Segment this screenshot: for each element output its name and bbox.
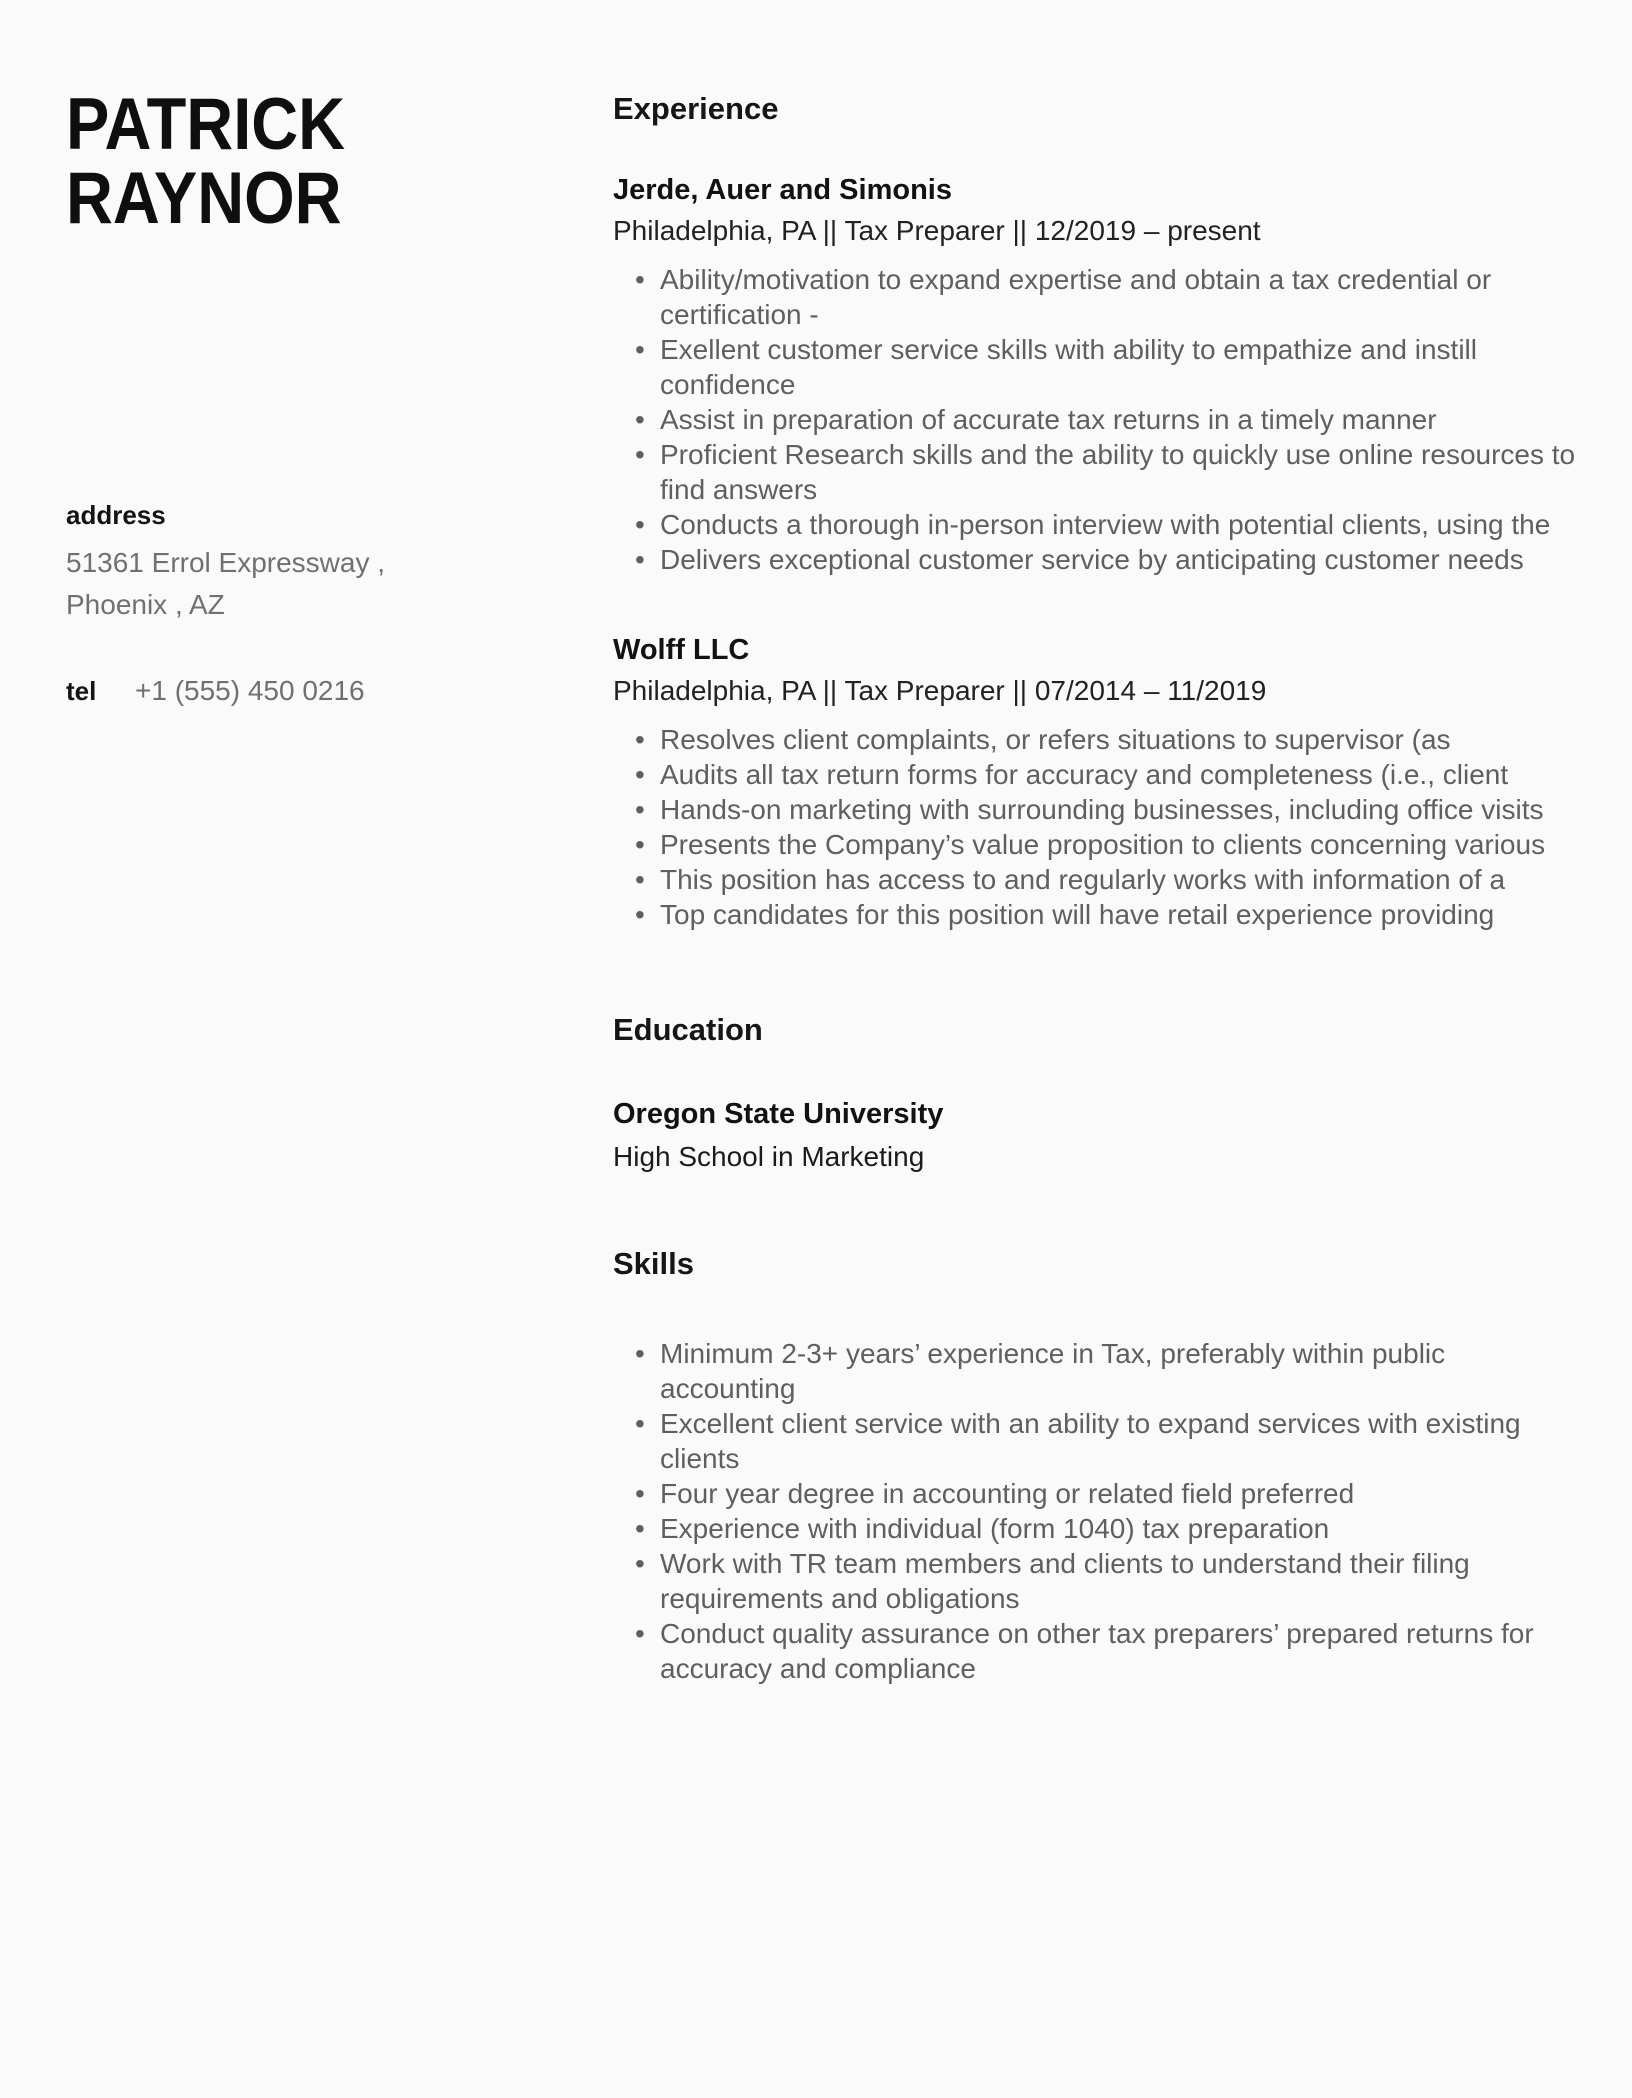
bullet-item: • Four year degree in accounting or related field preferred	[613, 1476, 1582, 1511]
skills-section-title: Skills	[613, 1246, 694, 1281]
address-block	[66, 500, 385, 626]
candidate-last-name: RAYNOR	[66, 158, 342, 239]
tel-block	[66, 676, 365, 706]
bullet-item: • Delivers exceptional customer service by anticipating customer needs	[613, 542, 1582, 577]
skills-bullets	[613, 1336, 1582, 1686]
job-entry-1	[613, 172, 1582, 577]
address-value	[66, 542, 385, 626]
bullet-item: • This position has access to and regularly works with information of a	[613, 862, 1582, 897]
job-2-bullets	[613, 722, 1582, 932]
bullet-item: • Exellent customer service skills with ability to empathize and instill confidence	[613, 332, 1582, 402]
education-degree: High School in Marketing	[613, 1141, 925, 1172]
bullet-item: • Minimum 2-3+ years’ experience in Tax, preferably within public accounting	[613, 1336, 1582, 1406]
bullet-item: • Presents the Company’s value proposition to clients concerning various	[613, 827, 1582, 862]
education-entry	[613, 1096, 943, 1174]
experience-section-title: Experience	[613, 91, 779, 126]
job-2-company: Wolff LLC	[613, 634, 750, 666]
bullet-item: • Conduct quality assurance on other tax preparers’ prepared returns for accuracy and compliance	[613, 1616, 1582, 1686]
bullet-item: • Work with TR team members and clients to understand their filing requirements and obligations	[613, 1546, 1582, 1616]
tel-value: +1 (555) 450 0216	[135, 675, 365, 706]
bullet-item: • Excellent client service with an ability to expand services with existing clients	[613, 1406, 1582, 1476]
bullet-item: • Proficient Research skills and the ability to quickly use online resources to find answers	[613, 437, 1582, 507]
bullet-item: • Resolves client complaints, or refers situations to supervisor (as	[613, 722, 1582, 757]
job-1-meta: Philadelphia, PA || Tax Preparer || 12/2019 – present	[613, 215, 1261, 246]
education-section-title: Education	[613, 1012, 763, 1047]
job-1-company: Jerde, Auer and Simonis	[613, 174, 952, 206]
skills-block	[613, 1322, 1582, 1686]
address-line-2: Phoenix , AZ	[66, 589, 225, 620]
education-school: Oregon State University	[613, 1098, 944, 1130]
address-label: address	[66, 500, 166, 530]
candidate-first-name: PATRICK	[66, 84, 346, 165]
bullet-item: • Audits all tax return forms for accuracy and completeness (i.e., client	[613, 757, 1582, 792]
job-1-bullets	[613, 262, 1582, 577]
bullet-item: • Top candidates for this position will have retail experience providing	[613, 897, 1582, 932]
job-entry-2	[613, 632, 1582, 932]
bullet-item: • Ability/motivation to expand expertise and obtain a tax credential or certification -	[613, 262, 1582, 332]
tel-label: tel	[66, 676, 97, 706]
bullet-item: • Experience with individual (form 1040) tax preparation	[613, 1511, 1582, 1546]
bullet-item: • Conducts a thorough in-person interview with potential clients, using the	[613, 507, 1582, 542]
bullet-item: • Hands-on marketing with surrounding businesses, including office visits	[613, 792, 1582, 827]
job-2-meta: Philadelphia, PA || Tax Preparer || 07/2014 – 11/2019	[613, 675, 1267, 706]
candidate-name	[66, 84, 346, 239]
bullet-item: • Assist in preparation of accurate tax returns in a timely manner	[613, 402, 1582, 437]
address-line-1: 51361 Errol Expressway ,	[66, 547, 386, 578]
